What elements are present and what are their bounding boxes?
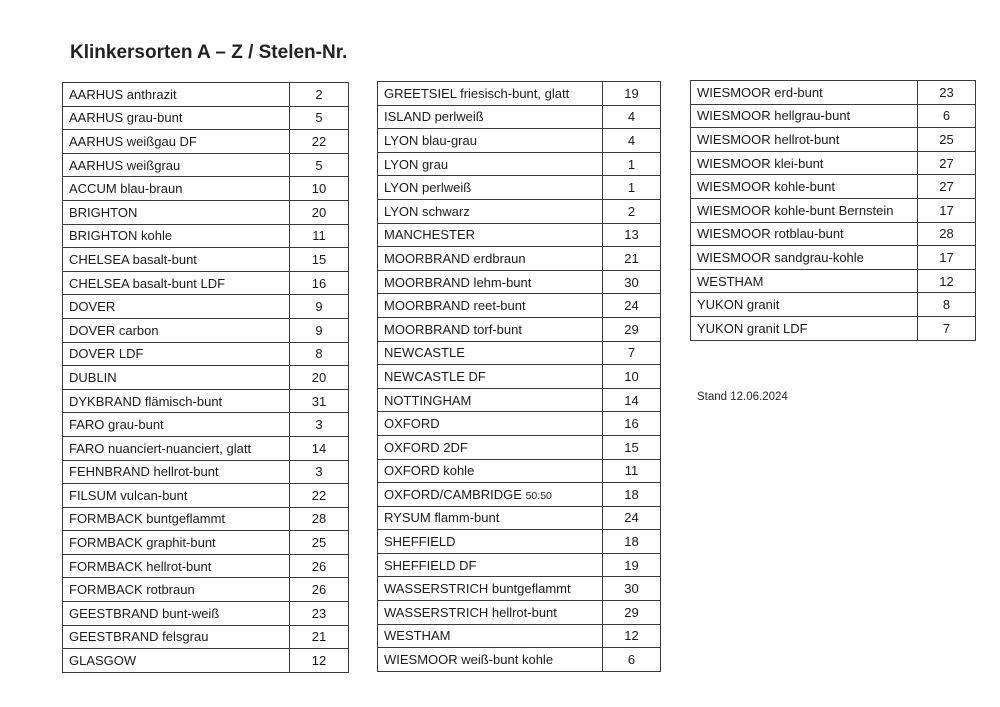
brick-name: AARHUS weißgau DF bbox=[69, 133, 197, 149]
stele-number-cell: 24 bbox=[603, 506, 661, 530]
table-row bbox=[63, 578, 349, 602]
brick-name-cell bbox=[378, 530, 603, 554]
stele-number-cell: 19 bbox=[603, 553, 661, 577]
stele-number-cell: 12 bbox=[918, 269, 976, 293]
stele-number-cell: 30 bbox=[603, 270, 661, 294]
stele-number-cell: 23 bbox=[918, 81, 976, 105]
brick-table-1 bbox=[62, 82, 349, 673]
brick-table-2 bbox=[377, 81, 661, 672]
stele-number-cell: 9 bbox=[290, 318, 349, 342]
table-row bbox=[63, 413, 349, 437]
table-row bbox=[63, 318, 349, 342]
table-row bbox=[378, 506, 661, 530]
table-row bbox=[378, 365, 661, 389]
brick-name-cell bbox=[63, 507, 290, 531]
brick-name-cell bbox=[378, 365, 603, 389]
brick-name-cell bbox=[63, 436, 290, 460]
stele-number-cell: 4 bbox=[603, 129, 661, 153]
table-row bbox=[63, 342, 349, 366]
brick-name: LYON blau-grau bbox=[384, 132, 477, 148]
brick-name-cell bbox=[63, 602, 290, 626]
table-row bbox=[378, 388, 661, 412]
brick-name-cell bbox=[691, 293, 918, 317]
brick-name: GEESTBRAND felsgrau bbox=[69, 629, 209, 645]
stele-number-cell: 11 bbox=[290, 224, 349, 248]
stele-number-cell: 24 bbox=[603, 294, 661, 318]
stele-number-cell: 25 bbox=[290, 531, 349, 555]
brick-name: FEHNBRAND hellrot-bunt bbox=[69, 464, 219, 480]
table-row bbox=[63, 153, 349, 177]
table-row bbox=[691, 222, 976, 246]
brick-name-cell bbox=[63, 177, 290, 201]
stele-number-cell: 8 bbox=[290, 342, 349, 366]
stele-number-cell: 17 bbox=[918, 246, 976, 270]
brick-name-cell bbox=[63, 389, 290, 413]
table-row bbox=[63, 83, 349, 107]
brick-name: GLASGOW bbox=[69, 653, 137, 669]
brick-name-cell bbox=[63, 460, 290, 484]
brick-name-cell bbox=[63, 318, 290, 342]
stele-number-cell: 10 bbox=[290, 177, 349, 201]
table-row bbox=[378, 459, 661, 483]
stele-number-cell: 6 bbox=[603, 648, 661, 672]
brick-name: NEWCASTLE DF bbox=[384, 368, 486, 384]
stele-number-cell: 5 bbox=[290, 153, 349, 177]
stele-number-cell: 3 bbox=[290, 413, 349, 437]
brick-name-cell bbox=[691, 128, 918, 152]
brick-name: WASSERSTRICH buntgeflammt bbox=[384, 581, 571, 597]
brick-name-cell bbox=[63, 625, 290, 649]
stele-number-cell: 14 bbox=[290, 436, 349, 460]
brick-name: DOVER bbox=[69, 299, 116, 315]
brick-name: YUKON granit LDF bbox=[697, 320, 808, 336]
table-row bbox=[63, 531, 349, 555]
brick-name-cell bbox=[378, 82, 603, 106]
table-row bbox=[691, 269, 976, 293]
table-row bbox=[378, 624, 661, 648]
table-row bbox=[63, 507, 349, 531]
brick-name-cell bbox=[378, 648, 603, 672]
brick-name: OXFORD kohle bbox=[384, 463, 475, 479]
brick-name: OXFORD/CAMBRIDGE bbox=[384, 486, 522, 502]
stele-number-cell: 26 bbox=[290, 578, 349, 602]
brick-name: SHEFFIELD bbox=[384, 534, 456, 550]
brick-table-3 bbox=[690, 80, 976, 341]
stele-number-cell: 6 bbox=[918, 104, 976, 128]
page-title: Klinkersorten A – Z / Stelen-Nr. bbox=[70, 42, 348, 63]
stele-number-cell: 21 bbox=[290, 625, 349, 649]
brick-name-cell bbox=[63, 106, 290, 130]
brick-name: AARHUS grau-bunt bbox=[69, 110, 183, 126]
brick-name: BRIGHTON kohle bbox=[69, 228, 173, 244]
brick-name-cell bbox=[691, 104, 918, 128]
stele-number-cell: 20 bbox=[290, 200, 349, 224]
brick-name-cell bbox=[378, 294, 603, 318]
brick-name-cell bbox=[378, 435, 603, 459]
stele-number-cell: 16 bbox=[290, 271, 349, 295]
table-row bbox=[63, 295, 349, 319]
table-row bbox=[378, 82, 661, 106]
stele-number-cell: 5 bbox=[290, 106, 349, 130]
stele-number-cell: 22 bbox=[290, 484, 349, 508]
brick-name: FARO grau-bunt bbox=[69, 417, 164, 433]
stele-number-cell: 28 bbox=[918, 222, 976, 246]
stele-number-cell: 13 bbox=[603, 223, 661, 247]
brick-name-cell bbox=[63, 153, 290, 177]
table-row bbox=[63, 106, 349, 130]
stele-number-cell: 15 bbox=[290, 248, 349, 272]
brick-name: DOVER LDF bbox=[69, 346, 144, 362]
table-row bbox=[378, 648, 661, 672]
brick-name-cell bbox=[691, 81, 918, 105]
brick-name-cell bbox=[691, 269, 918, 293]
table-row bbox=[691, 128, 976, 152]
brick-name: GREETSIEL friesisch-bunt, glatt bbox=[384, 85, 570, 101]
brick-name-cell bbox=[63, 342, 290, 366]
table-row bbox=[378, 152, 661, 176]
stele-number-cell: 14 bbox=[603, 388, 661, 412]
brick-name-cell bbox=[63, 531, 290, 555]
brick-name: RYSUM flamm-bunt bbox=[384, 510, 500, 526]
table-row bbox=[378, 530, 661, 554]
brick-name-cell bbox=[63, 130, 290, 154]
table-row bbox=[691, 175, 976, 199]
table-row bbox=[63, 554, 349, 578]
table-row bbox=[378, 435, 661, 459]
brick-name-cell bbox=[378, 577, 603, 601]
brick-name-cell bbox=[378, 317, 603, 341]
stele-number-cell: 28 bbox=[290, 507, 349, 531]
brick-name: ISLAND perlweiß bbox=[384, 109, 484, 125]
brick-name-cell bbox=[63, 295, 290, 319]
table-row bbox=[378, 483, 661, 507]
stele-number-cell: 8 bbox=[918, 293, 976, 317]
brick-name: AARHUS weißgrau bbox=[69, 157, 181, 173]
brick-name-cell bbox=[63, 484, 290, 508]
stele-number-cell: 18 bbox=[603, 530, 661, 554]
brick-name: DYKBRAND flämisch-bunt bbox=[69, 393, 223, 409]
brick-name-cell bbox=[378, 341, 603, 365]
brick-name: WIESMOOR kohle-bunt bbox=[697, 179, 835, 195]
brick-name: FARO nuanciert-nuanciert, glatt bbox=[69, 440, 252, 456]
table-row bbox=[63, 177, 349, 201]
brick-name: WIESMOOR erd-bunt bbox=[697, 84, 823, 100]
table-row bbox=[378, 412, 661, 436]
brick-name-cell bbox=[378, 223, 603, 247]
stele-number-cell: 23 bbox=[290, 602, 349, 626]
stele-number-cell: 22 bbox=[290, 130, 349, 154]
table-row bbox=[63, 625, 349, 649]
table-row bbox=[63, 366, 349, 390]
brick-name-cell bbox=[378, 506, 603, 530]
brick-name: WIESMOOR hellrot-bunt bbox=[697, 131, 840, 147]
brick-name: LYON perlweiß bbox=[384, 180, 472, 196]
table-row bbox=[63, 602, 349, 626]
brick-name-cell bbox=[378, 270, 603, 294]
brick-name: WIESMOOR sandgrau-kohle bbox=[697, 249, 864, 265]
table-row bbox=[63, 389, 349, 413]
stele-number-cell: 3 bbox=[290, 460, 349, 484]
brick-name: ACCUM blau-braun bbox=[69, 181, 183, 197]
brick-name-cell bbox=[378, 388, 603, 412]
brick-name: NOTTINGHAM bbox=[384, 392, 472, 408]
brick-name: MOORBRAND erdbraun bbox=[384, 250, 526, 266]
table-row bbox=[63, 248, 349, 272]
stele-number-cell: 29 bbox=[603, 601, 661, 625]
brick-name: FORMBACK buntgeflammt bbox=[69, 511, 226, 527]
brick-name-cell bbox=[691, 175, 918, 199]
stele-number-cell: 10 bbox=[603, 365, 661, 389]
table-row bbox=[378, 294, 661, 318]
table-row bbox=[691, 316, 976, 340]
stele-number-cell: 31 bbox=[290, 389, 349, 413]
stele-number-cell: 2 bbox=[290, 83, 349, 107]
brick-name: WIESMOOR hellgrau-bunt bbox=[697, 108, 851, 124]
stele-number-cell: 27 bbox=[918, 175, 976, 199]
table-row bbox=[63, 224, 349, 248]
brick-name-cell bbox=[63, 366, 290, 390]
brick-name: SHEFFIELD DF bbox=[384, 557, 477, 573]
table-row bbox=[378, 553, 661, 577]
stele-number-cell: 15 bbox=[603, 435, 661, 459]
brick-name: WIESMOOR rotblau-bunt bbox=[697, 226, 844, 242]
brick-name: LYON grau bbox=[384, 156, 449, 172]
brick-name: DUBLIN bbox=[69, 369, 117, 385]
brick-name: BRIGHTON bbox=[69, 204, 138, 220]
brick-name: FORMBACK rotbraun bbox=[69, 582, 195, 598]
brick-name-cell bbox=[691, 151, 918, 175]
brick-name-cell bbox=[63, 248, 290, 272]
brick-name-suffix: 50:50 bbox=[525, 489, 552, 502]
stele-number-cell: 27 bbox=[918, 151, 976, 175]
brick-name: OXFORD 2DF bbox=[384, 439, 468, 455]
brick-name-cell bbox=[63, 224, 290, 248]
brick-name-cell bbox=[63, 271, 290, 295]
brick-name-cell bbox=[378, 129, 603, 153]
brick-name-cell bbox=[378, 459, 603, 483]
table-row bbox=[378, 270, 661, 294]
stele-number-cell: 12 bbox=[603, 624, 661, 648]
brick-name-cell bbox=[63, 649, 290, 673]
stele-number-cell: 25 bbox=[918, 128, 976, 152]
stele-number-cell: 21 bbox=[603, 247, 661, 271]
table-row bbox=[378, 223, 661, 247]
table-row bbox=[378, 105, 661, 129]
brick-name: WESTHAM bbox=[697, 273, 764, 289]
table-row bbox=[63, 484, 349, 508]
stele-number-cell: 4 bbox=[603, 105, 661, 129]
brick-name-cell bbox=[63, 200, 290, 224]
brick-name: YUKON granit bbox=[697, 297, 780, 313]
table-row bbox=[691, 246, 976, 270]
table-row bbox=[378, 601, 661, 625]
table-row bbox=[378, 129, 661, 153]
brick-name-cell bbox=[63, 413, 290, 437]
brick-name: FORMBACK graphit-bunt bbox=[69, 535, 216, 551]
brick-name-cell bbox=[378, 176, 603, 200]
table-row bbox=[691, 293, 976, 317]
brick-name-cell bbox=[378, 601, 603, 625]
table-row bbox=[691, 104, 976, 128]
table-row bbox=[63, 271, 349, 295]
brick-name: WIESMOOR klei-bunt bbox=[697, 155, 824, 171]
stele-number-cell: 20 bbox=[290, 366, 349, 390]
brick-name-cell bbox=[378, 105, 603, 129]
brick-name: CHELSEA basalt-bunt LDF bbox=[69, 275, 226, 291]
brick-name-cell bbox=[691, 222, 918, 246]
brick-name-cell bbox=[378, 624, 603, 648]
stele-number-cell: 18 bbox=[603, 483, 661, 507]
brick-name: OXFORD bbox=[384, 416, 440, 432]
table-row bbox=[378, 317, 661, 341]
brick-name: MOORBRAND torf-bunt bbox=[384, 321, 522, 337]
stele-number-cell: 19 bbox=[603, 82, 661, 106]
stele-number-cell: 17 bbox=[918, 198, 976, 222]
brick-name: WASSERSTRICH hellrot-bunt bbox=[384, 604, 557, 620]
brick-name-cell bbox=[378, 152, 603, 176]
table-row bbox=[378, 577, 661, 601]
table-row bbox=[378, 176, 661, 200]
table-row bbox=[63, 649, 349, 673]
brick-name: GEESTBRAND bunt-weiß bbox=[69, 605, 220, 621]
table-row bbox=[378, 341, 661, 365]
stele-number-cell: 11 bbox=[603, 459, 661, 483]
table-row bbox=[691, 198, 976, 222]
table-row bbox=[378, 247, 661, 271]
stele-number-cell: 12 bbox=[290, 649, 349, 673]
brick-name: NEWCASTLE bbox=[384, 345, 465, 361]
brick-name: AARHUS anthrazit bbox=[69, 86, 177, 102]
brick-name: WIESMOOR weiß-bunt kohle bbox=[384, 652, 554, 668]
brick-name: WIESMOOR kohle-bunt Bernstein bbox=[697, 202, 894, 218]
table-row bbox=[63, 130, 349, 154]
brick-name-cell bbox=[63, 578, 290, 602]
brick-name: MOORBRAND lehm-bunt bbox=[384, 274, 532, 290]
stele-number-cell: 16 bbox=[603, 412, 661, 436]
brick-name-cell bbox=[378, 483, 603, 507]
brick-name-cell bbox=[63, 554, 290, 578]
brick-name: CHELSEA basalt-bunt bbox=[69, 251, 197, 267]
brick-name: FILSUM vulcan-bunt bbox=[69, 487, 188, 503]
table-row bbox=[378, 199, 661, 223]
stele-number-cell: 7 bbox=[918, 316, 976, 340]
brick-name: MANCHESTER bbox=[384, 227, 476, 243]
stele-number-cell: 9 bbox=[290, 295, 349, 319]
brick-name-cell bbox=[691, 198, 918, 222]
table-row bbox=[63, 460, 349, 484]
brick-name: FORMBACK hellrot-bunt bbox=[69, 558, 212, 574]
table-row bbox=[63, 200, 349, 224]
stele-number-cell: 29 bbox=[603, 317, 661, 341]
stand-date: Stand 12.06.2024 bbox=[697, 391, 788, 403]
brick-name-cell bbox=[691, 316, 918, 340]
stele-number-cell: 1 bbox=[603, 176, 661, 200]
table-row bbox=[691, 151, 976, 175]
stele-number-cell: 7 bbox=[603, 341, 661, 365]
brick-name: MOORBRAND reet-bunt bbox=[384, 298, 526, 314]
brick-name: LYON schwarz bbox=[384, 203, 470, 219]
brick-name: WESTHAM bbox=[384, 628, 451, 644]
brick-name-cell bbox=[378, 412, 603, 436]
stele-number-cell: 30 bbox=[603, 577, 661, 601]
brick-name-cell bbox=[691, 246, 918, 270]
brick-name: DOVER carbon bbox=[69, 322, 159, 338]
brick-name-cell bbox=[378, 199, 603, 223]
brick-name-cell bbox=[378, 247, 603, 271]
stele-number-cell: 26 bbox=[290, 554, 349, 578]
table-row bbox=[691, 81, 976, 105]
brick-name-cell bbox=[378, 553, 603, 577]
brick-name-cell bbox=[63, 83, 290, 107]
stele-number-cell: 2 bbox=[603, 199, 661, 223]
stele-number-cell: 1 bbox=[603, 152, 661, 176]
table-row bbox=[63, 436, 349, 460]
